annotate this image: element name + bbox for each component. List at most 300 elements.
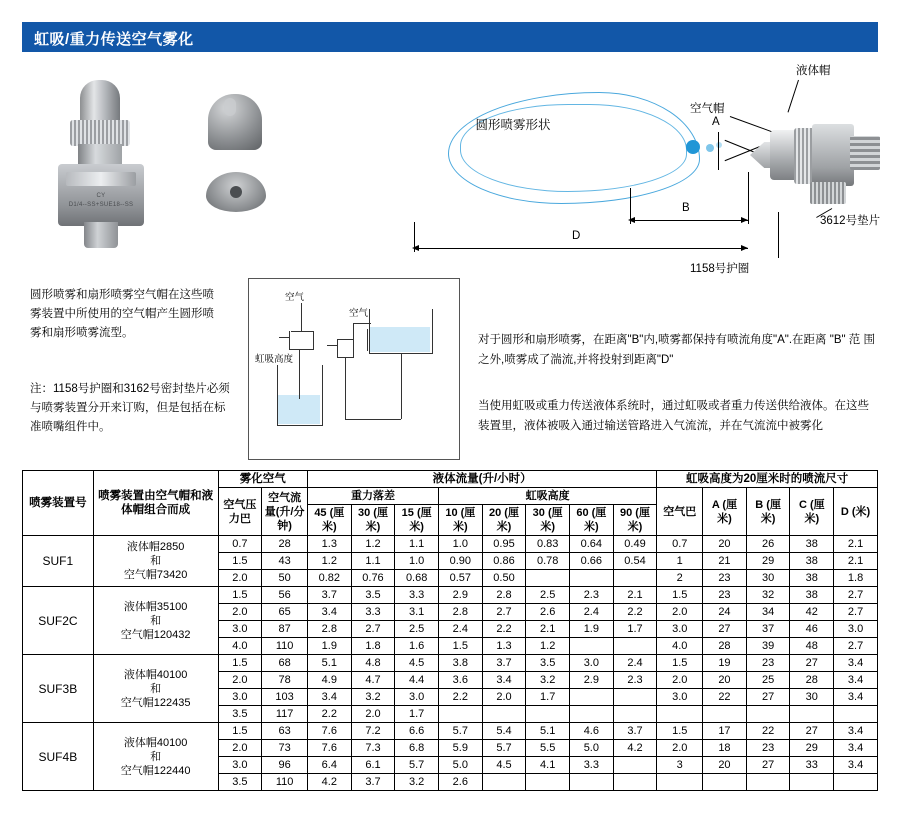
cell-siphon-4: 2.2 (613, 604, 657, 621)
cell-gravity-1: 3.7 (351, 774, 395, 791)
spray-droplet-2 (706, 144, 714, 152)
cell-siphon-2: 1.7 (526, 689, 570, 706)
nozzle-cutaway-drawing (750, 114, 880, 202)
cell-dim-a: 20 (703, 757, 747, 774)
siphon-line-1 (291, 331, 313, 332)
cell-dim-pressure: 1 (657, 553, 703, 570)
cell-dim-a: 20 (703, 536, 747, 553)
cell-siphon-3 (570, 774, 614, 791)
cell-gravity-0: 7.6 (307, 740, 351, 757)
cell-assembly (93, 536, 218, 587)
cell-siphon-0: 3.8 (438, 655, 482, 672)
caption-note-gasket: 注：1158号护圈和3162号密封垫片必须与喷雾装置分开来订购，但是包括在标准喷嘴组件中。 (30, 383, 230, 433)
cell-dim-empty-4 (834, 706, 878, 723)
cell-gravity-1: 7.3 (351, 740, 395, 757)
cell-dim-b: 26 (746, 536, 790, 553)
cell-air-pressure: 4.0 (218, 638, 262, 655)
cell-gravity-0: 3.7 (307, 587, 351, 604)
cell-air-pressure: 1.5 (218, 655, 262, 672)
header-atomizing-air: 雾化空气 (218, 471, 307, 488)
cell-dim-pressure: 1.5 (657, 723, 703, 740)
cell-dim-d: 2.7 (834, 604, 878, 621)
cell-gravity-1: 3.2 (351, 689, 395, 706)
header-s-60: 60 (厘米) (570, 505, 614, 536)
nozzle-cap-shape (80, 80, 120, 124)
cell-dim-pressure: 3.0 (657, 689, 703, 706)
label-ring: 1158号护圈 (690, 263, 750, 275)
cell-siphon-0: 2.2 (438, 689, 482, 706)
label-dimension-b: B (682, 202, 690, 214)
cell-siphon-1: 0.50 (482, 570, 526, 587)
header-air-pressure: 空气压力巴 (218, 488, 262, 536)
cell-gravity-2: 1.0 (395, 553, 439, 570)
cell-gravity-1: 4.8 (351, 655, 395, 672)
cell-dim-pressure: 2.0 (657, 740, 703, 757)
cell-gravity-1: 1.2 (351, 536, 395, 553)
cell-air-flow: 28 (262, 536, 308, 553)
leader-ring (778, 212, 779, 258)
siphon-u-tube-left (345, 357, 346, 419)
cell-dim-a: 20 (703, 672, 747, 689)
cell-air-flow: 78 (262, 672, 308, 689)
cell-model: SUF2C (23, 587, 94, 655)
cell-assembly-line: 空气帽73420 (123, 569, 188, 581)
header-dim-air-pressure: 空气巴 (657, 488, 703, 536)
cell-dim-d: 3.4 (834, 740, 878, 757)
cell-dim-empty-2 (746, 706, 790, 723)
header-spray-dim: 虹吸高度为20厘米时的喷流尺寸 (657, 471, 878, 488)
cell-gravity-2: 5.7 (395, 757, 439, 774)
header-dim-d: D (米) (834, 488, 878, 536)
header-g-15: 15 (厘米) (395, 505, 439, 536)
air-cap-photo (208, 94, 262, 150)
cell-gravity-0: 4.2 (307, 774, 351, 791)
cell-dim-b: 27 (746, 757, 790, 774)
cell-siphon-1 (482, 706, 526, 723)
cell-model: SUF1 (23, 536, 94, 587)
cell-gravity-0: 0.82 (307, 570, 351, 587)
cell-dim-d: 3.4 (834, 672, 878, 689)
cell-siphon-3: 0.66 (570, 553, 614, 570)
header-s-10: 10 (厘米) (438, 505, 482, 536)
cell-gravity-0: 1.9 (307, 638, 351, 655)
cell-dim-d: 3.4 (834, 655, 878, 672)
cell-siphon-2: 5.5 (526, 740, 570, 757)
cell-air-pressure: 1.5 (218, 553, 262, 570)
cell-assembly-line: 液体帽40100 (123, 736, 188, 749)
cell-dim-empty-3 (790, 706, 834, 723)
cell-air-flow: 103 (262, 689, 308, 706)
siphon-nozzle-right-4 (337, 339, 338, 357)
nozzle-mid-shape (78, 144, 122, 166)
cell-gravity-2: 1.6 (395, 638, 439, 655)
cell-air-pressure: 0.7 (218, 536, 262, 553)
label-dimension-d: D (572, 230, 581, 242)
cell-dim-d: 2.7 (834, 587, 878, 604)
cell-siphon-2: 4.1 (526, 757, 570, 774)
cell-siphon-1: 3.4 (482, 672, 526, 689)
cell-siphon-0: 5.9 (438, 740, 482, 757)
cell-siphon-3 (570, 570, 614, 587)
cell-air-flow: 117 (262, 706, 308, 723)
siphon-nozzle-right-2 (337, 339, 354, 340)
siphon-nozzle-left-2 (313, 331, 314, 349)
nozzle-engraving-line1: CY (96, 193, 106, 199)
cell-dim-a: 27 (703, 621, 747, 638)
cell-assembly-line: 和 (150, 750, 162, 763)
cell-siphon-1: 2.7 (482, 604, 526, 621)
cell-gravity-0: 2.8 (307, 621, 351, 638)
cell-siphon-3 (570, 706, 614, 723)
cell-gravity-0: 3.4 (307, 689, 351, 706)
siphon-nozzle-right-1 (353, 339, 354, 357)
nozzle-body-drawing-shape (812, 124, 854, 186)
cell-siphon-0: 2.9 (438, 587, 482, 604)
cell-assembly (93, 587, 218, 655)
cell-air-pressure: 1.5 (218, 587, 262, 604)
cell-siphon-0: 2.4 (438, 621, 482, 638)
siphon-nozzle-left-1 (289, 331, 290, 349)
cell-gravity-0: 1.3 (307, 536, 351, 553)
cell-assembly-line: 液体帽40100 (123, 668, 188, 681)
cell-air-pressure: 2.0 (218, 672, 262, 689)
siphon-drop-dim (367, 329, 368, 351)
header-g-30: 30 (厘米) (351, 505, 395, 536)
liquid-cap-photo (206, 172, 266, 212)
cell-dim-c: 28 (790, 672, 834, 689)
siphon-air-line-left (301, 303, 302, 331)
cell-dim-a: 23 (703, 570, 747, 587)
cell-assembly-line: 空气帽122435 (120, 696, 191, 709)
cell-siphon-0: 2.6 (438, 774, 482, 791)
dimension-b-arrow-right (741, 217, 748, 223)
cell-dim-d: 2.1 (834, 536, 878, 553)
cell-siphon-4: 2.3 (613, 672, 657, 689)
cell-dim-c: 33 (790, 757, 834, 774)
cell-gravity-1: 7.2 (351, 723, 395, 740)
cell-air-flow: 110 (262, 638, 308, 655)
siphon-diagram (248, 278, 460, 460)
cell-dim-b: 22 (746, 723, 790, 740)
cell-dim-pressure: 2.0 (657, 604, 703, 621)
cell-air-flow: 96 (262, 757, 308, 774)
cell-dim-c: 27 (790, 655, 834, 672)
nozzle-knurl-shape (70, 120, 130, 146)
cell-siphon-3 (570, 689, 614, 706)
cell-siphon-3 (570, 638, 614, 655)
cell-siphon-2: 1.2 (526, 638, 570, 655)
cell-dim-a: 22 (703, 689, 747, 706)
cell-dim-a: 17 (703, 723, 747, 740)
table-header-row-1 (23, 471, 878, 488)
cell-siphon-1: 0.86 (482, 553, 526, 570)
dimension-d-tick-left (414, 222, 415, 252)
cell-dim-b: 27 (746, 689, 790, 706)
nozzle-stem-shape (84, 222, 118, 248)
cell-siphon-2: 0.83 (526, 536, 570, 553)
cell-gravity-1: 6.1 (351, 757, 395, 774)
cell-siphon-2: 0.78 (526, 553, 570, 570)
cell-assembly (93, 655, 218, 723)
cell-dim-empty-0 (657, 706, 703, 723)
cell-assembly-line: 液体帽35100 (123, 600, 188, 613)
performance-table (22, 470, 878, 791)
cell-assembly-line: 液体帽2850 (126, 541, 185, 553)
cell-air-flow: 73 (262, 740, 308, 757)
cell-siphon-4 (613, 706, 657, 723)
cell-siphon-1: 0.95 (482, 536, 526, 553)
page-header-bar (22, 22, 878, 52)
cell-air-flow: 63 (262, 723, 308, 740)
cell-dim-a: 18 (703, 740, 747, 757)
cell-gravity-1: 0.76 (351, 570, 395, 587)
cell-siphon-1 (482, 774, 526, 791)
label-angle-a: A (712, 116, 720, 128)
cell-siphon-0: 1.0 (438, 536, 482, 553)
cell-gravity-2: 0.68 (395, 570, 439, 587)
cell-siphon-4 (613, 570, 657, 587)
siphon-right-air-line (353, 323, 354, 339)
label-air-cap: 空气帽 (690, 103, 725, 115)
cell-air-pressure: 3.0 (218, 757, 262, 774)
cell-gravity-1: 3.5 (351, 587, 395, 604)
cell-dim-d: 1.8 (834, 570, 878, 587)
cell-gravity-2: 1.7 (395, 706, 439, 723)
cell-air-flow: 50 (262, 570, 308, 587)
cell-siphon-1: 5.4 (482, 723, 526, 740)
table-row (23, 655, 878, 672)
cell-gravity-1: 1.1 (351, 553, 395, 570)
paragraph-siphon-system: 当使用虹吸或重力传送液体系统时，通过虹吸或者重力传送供给液体。在这些装置里，液体被吸入通过输送管路进入气流流，并在气流流中被雾化 (478, 400, 869, 432)
cell-siphon-0: 0.57 (438, 570, 482, 587)
cell-gravity-2: 6.6 (395, 723, 439, 740)
cell-air-pressure: 3.5 (218, 706, 262, 723)
cell-gravity-2: 4.5 (395, 655, 439, 672)
cell-siphon-0 (438, 706, 482, 723)
cell-siphon-3: 0.64 (570, 536, 614, 553)
cell-dim-b: 29 (746, 553, 790, 570)
cell-air-flow: 110 (262, 774, 308, 791)
cell-air-pressure: 3.0 (218, 621, 262, 638)
cell-siphon-3: 3.0 (570, 655, 614, 672)
cell-gravity-0: 7.6 (307, 723, 351, 740)
header-gravity-drop: 重力落差 (307, 488, 438, 505)
cell-gravity-2: 3.2 (395, 774, 439, 791)
table-row (23, 536, 878, 553)
nozzle-engraving-line2: D1/4--SS+SUE18--SS (68, 202, 134, 208)
cell-dim-c: 42 (790, 604, 834, 621)
dimension-b-tick-right (748, 172, 749, 224)
siphon-left-tube (299, 349, 300, 399)
label-gasket-text: 3612号垫片 (820, 215, 881, 227)
nozzle-engraving (66, 192, 136, 210)
cell-siphon-4 (613, 757, 657, 774)
cell-gravity-2: 4.4 (395, 672, 439, 689)
cell-dim-a: 19 (703, 655, 747, 672)
cell-siphon-0: 5.7 (438, 723, 482, 740)
cell-air-pressure: 2.0 (218, 604, 262, 621)
siphon-nozzle-left-3 (289, 349, 314, 350)
cell-dim-d: 3.4 (834, 757, 878, 774)
label-gasket (820, 214, 880, 229)
cell-dim-pressure: 2.0 (657, 672, 703, 689)
label-liquid-cap: 液体帽 (796, 65, 831, 77)
cell-siphon-1: 1.3 (482, 638, 526, 655)
cell-dim-c: 46 (790, 621, 834, 638)
cell-model: SUF4B (23, 723, 94, 791)
header-g-45: 45 (厘米) (307, 505, 351, 536)
cell-gravity-0: 5.1 (307, 655, 351, 672)
cell-assembly-line: 和 (150, 682, 162, 695)
cell-dim-a: 23 (703, 587, 747, 604)
cell-dim-c: 27 (790, 723, 834, 740)
cell-air-flow: 87 (262, 621, 308, 638)
spray-cloud-label: 圆形喷雾形状 (475, 118, 551, 132)
cell-gravity-1: 4.7 (351, 672, 395, 689)
cell-dim-empty-3 (790, 774, 834, 791)
cell-gravity-1: 2.0 (351, 706, 395, 723)
spray-droplet-3 (716, 142, 722, 148)
cell-gravity-0: 6.4 (307, 757, 351, 774)
dimension-d-arrow-right (741, 245, 748, 251)
header-air-flow: 空气流量(升/分钟) (262, 488, 308, 536)
cell-dim-b: 34 (746, 604, 790, 621)
cell-assembly-line: 空气帽120432 (120, 628, 191, 641)
cell-air-pressure: 1.5 (218, 723, 262, 740)
siphon-right-air-line2 (353, 323, 371, 324)
cell-model: SUF3B (23, 655, 94, 723)
header-assembly: 喷雾装置由空气帽和液体帽组合而成 (93, 471, 218, 536)
cell-siphon-4: 3.7 (613, 723, 657, 740)
header-s-90: 90 (厘米) (613, 505, 657, 536)
header-dim-b: B (厘米) (746, 488, 790, 536)
cell-dim-empty-0 (657, 774, 703, 791)
cell-dim-c: 38 (790, 587, 834, 604)
cell-dim-pressure: 3.0 (657, 621, 703, 638)
cell-siphon-4: 0.49 (613, 536, 657, 553)
cell-dim-empty-4 (834, 774, 878, 791)
cell-siphon-4: 2.1 (613, 587, 657, 604)
cell-gravity-1: 3.3 (351, 604, 395, 621)
nozzle-nut-shape (810, 182, 846, 204)
cell-siphon-3: 1.9 (570, 621, 614, 638)
siphon-left-liquid (278, 395, 320, 424)
siphon-right-liquid (370, 327, 430, 352)
cell-gravity-0: 2.2 (307, 706, 351, 723)
cell-siphon-2 (526, 774, 570, 791)
cell-siphon-3: 5.0 (570, 740, 614, 757)
cell-dim-empty-1 (703, 774, 747, 791)
cell-dim-c: 48 (790, 638, 834, 655)
cell-siphon-0: 5.0 (438, 757, 482, 774)
cell-siphon-4: 2.4 (613, 655, 657, 672)
cell-siphon-0: 0.90 (438, 553, 482, 570)
siphon-u-tube-right (401, 353, 402, 419)
header-s-20: 20 (厘米) (482, 505, 526, 536)
cell-siphon-1: 2.2 (482, 621, 526, 638)
cell-assembly-line: 和 (150, 555, 162, 567)
siphon-label-air-right: 空气 (349, 308, 369, 319)
cell-assembly-line: 空气帽122440 (120, 764, 191, 777)
cell-air-pressure: 2.0 (218, 570, 262, 587)
siphon-nozzle-left-tip (279, 337, 289, 338)
cell-dim-a: 28 (703, 638, 747, 655)
header-model: 喷雾装置号 (23, 471, 94, 536)
cell-dim-b: 32 (746, 587, 790, 604)
cell-siphon-4: 1.7 (613, 621, 657, 638)
cell-siphon-4 (613, 638, 657, 655)
cell-siphon-4: 0.54 (613, 553, 657, 570)
header-siphon-height: 虹吸高度 (438, 488, 656, 505)
cell-dim-b: 25 (746, 672, 790, 689)
cell-gravity-0: 3.4 (307, 604, 351, 621)
cell-dim-b: 37 (746, 621, 790, 638)
cell-gravity-1: 1.8 (351, 638, 395, 655)
cell-dim-a: 24 (703, 604, 747, 621)
cell-dim-pressure: 3 (657, 757, 703, 774)
cell-dim-pressure: 0.7 (657, 536, 703, 553)
cell-siphon-3: 3.3 (570, 757, 614, 774)
cell-gravity-0: 1.2 (307, 553, 351, 570)
product-photo (30, 72, 290, 262)
cell-siphon-0: 2.8 (438, 604, 482, 621)
cell-gravity-1: 2.7 (351, 621, 395, 638)
cell-gravity-2: 3.1 (395, 604, 439, 621)
header-dim-a: A (厘米) (703, 488, 747, 536)
cell-siphon-2 (526, 570, 570, 587)
cell-siphon-2: 2.5 (526, 587, 570, 604)
header-liquid-flow: 液体流量(升/小时） (307, 471, 656, 488)
cell-siphon-2 (526, 706, 570, 723)
dimension-b-tick-left (630, 188, 631, 224)
cell-gravity-2: 1.1 (395, 536, 439, 553)
cell-gravity-2: 3.0 (395, 689, 439, 706)
cell-dim-c: 29 (790, 740, 834, 757)
siphon-u-tube-bottom (345, 419, 401, 420)
cell-gravity-2: 3.3 (395, 587, 439, 604)
cell-siphon-1: 5.7 (482, 740, 526, 757)
cell-siphon-4 (613, 689, 657, 706)
cell-dim-c: 38 (790, 536, 834, 553)
cell-siphon-1: 2.8 (482, 587, 526, 604)
cell-dim-empty-2 (746, 774, 790, 791)
cell-air-pressure: 3.0 (218, 689, 262, 706)
cell-air-pressure: 3.5 (218, 774, 262, 791)
table-row (23, 587, 878, 604)
cell-siphon-0: 3.6 (438, 672, 482, 689)
cell-siphon-2: 2.1 (526, 621, 570, 638)
nozzle-thread-shape (850, 136, 880, 170)
siphon-label-air-top: 空气 (285, 292, 305, 303)
cell-dim-empty-1 (703, 706, 747, 723)
cell-dim-d: 2.1 (834, 553, 878, 570)
cell-dim-pressure: 1.5 (657, 655, 703, 672)
cell-siphon-2: 3.2 (526, 672, 570, 689)
cell-dim-c: 38 (790, 570, 834, 587)
cell-air-flow: 68 (262, 655, 308, 672)
cell-air-flow: 43 (262, 553, 308, 570)
caption-round-fan-spray: 圆形喷雾和扇形喷雾空气帽在这些喷雾装置中所使用的空气帽产生圆形喷雾和扇形喷雾流型。 (30, 289, 214, 339)
cell-siphon-3: 2.3 (570, 587, 614, 604)
cell-gravity-0: 4.9 (307, 672, 351, 689)
cell-dim-d: 3.4 (834, 723, 878, 740)
spray-droplet-1 (686, 140, 700, 154)
cell-air-flow: 65 (262, 604, 308, 621)
cell-gravity-2: 6.8 (395, 740, 439, 757)
cell-siphon-3: 2.9 (570, 672, 614, 689)
nozzle-assembly-image (58, 80, 144, 245)
cell-air-flow: 56 (262, 587, 308, 604)
